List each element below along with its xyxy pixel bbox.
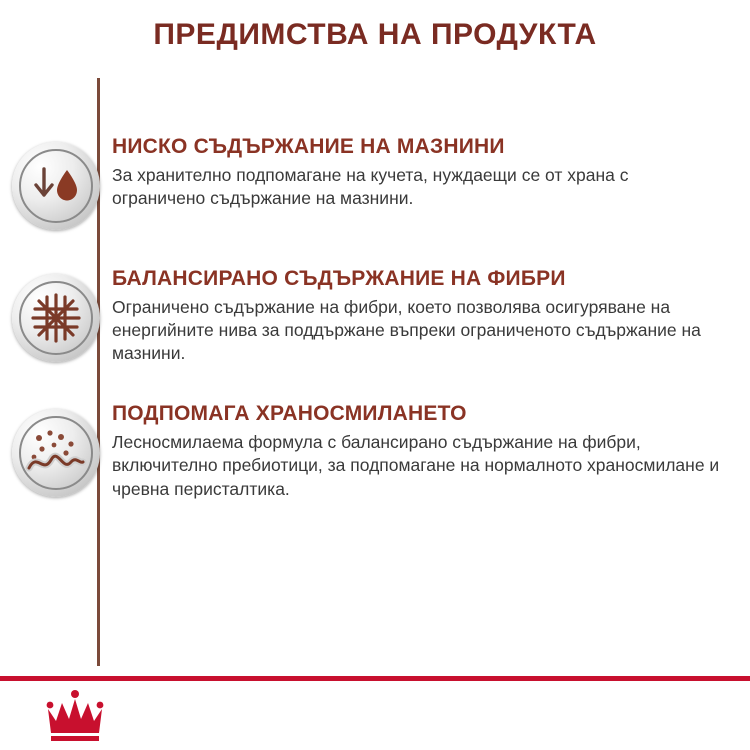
- benefit-text-column: [112, 268, 750, 365]
- benefit-icon-container: [0, 136, 112, 230]
- list-item: [0, 403, 750, 500]
- list-item: [0, 136, 750, 230]
- benefit-title: ПОДПОМАГА ХРАНОСМИЛАНЕТО: [112, 402, 467, 426]
- benefit-text-column: [112, 136, 750, 210]
- benefit-description: Лесносмилаема формула с балансирано съдържание на фибри, включително пребиотици, за подпомагане на нормалното храносмилане и чревна перисталтика.: [112, 432, 720, 499]
- footer: [0, 681, 750, 750]
- fiber-mesh-glyph: [29, 291, 83, 345]
- fat-drop-down-arrow-icon: [12, 142, 100, 230]
- benefit-description: Ограничено съдържание на фибри, което позволява осигуряване на енергийните нива за поддържане въпреки ограниченото съдържание на мазнини.: [112, 296, 701, 364]
- benefit-icon-container: [0, 268, 112, 362]
- royal-canin-crown-logo: [42, 687, 108, 747]
- benefits-list: [0, 128, 750, 539]
- page-title: ПРЕДИМСТВА НА ПРОДУКТА: [153, 18, 597, 51]
- benefit-text-column: [112, 403, 750, 500]
- benefit-title: БАЛАНСИРАНО СЪДЪРЖАНИЕ НА ФИБРИ: [112, 267, 566, 290]
- digestive-health-glyph: [25, 424, 87, 482]
- benefit-icon-container: [0, 403, 112, 497]
- fiber-mesh-icon: [12, 274, 100, 362]
- benefit-description: За хранително подпомагане на кучета, нуждаещи се от храна с ограничено съдържание на мазнини.: [112, 164, 629, 208]
- fat-drop-down-arrow-glyph: [28, 163, 84, 209]
- digestive-health-icon: [12, 409, 100, 497]
- benefit-title: НИСКО СЪДЪРЖАНИЕ НА МАЗНИНИ: [112, 135, 505, 158]
- list-item: [0, 268, 750, 365]
